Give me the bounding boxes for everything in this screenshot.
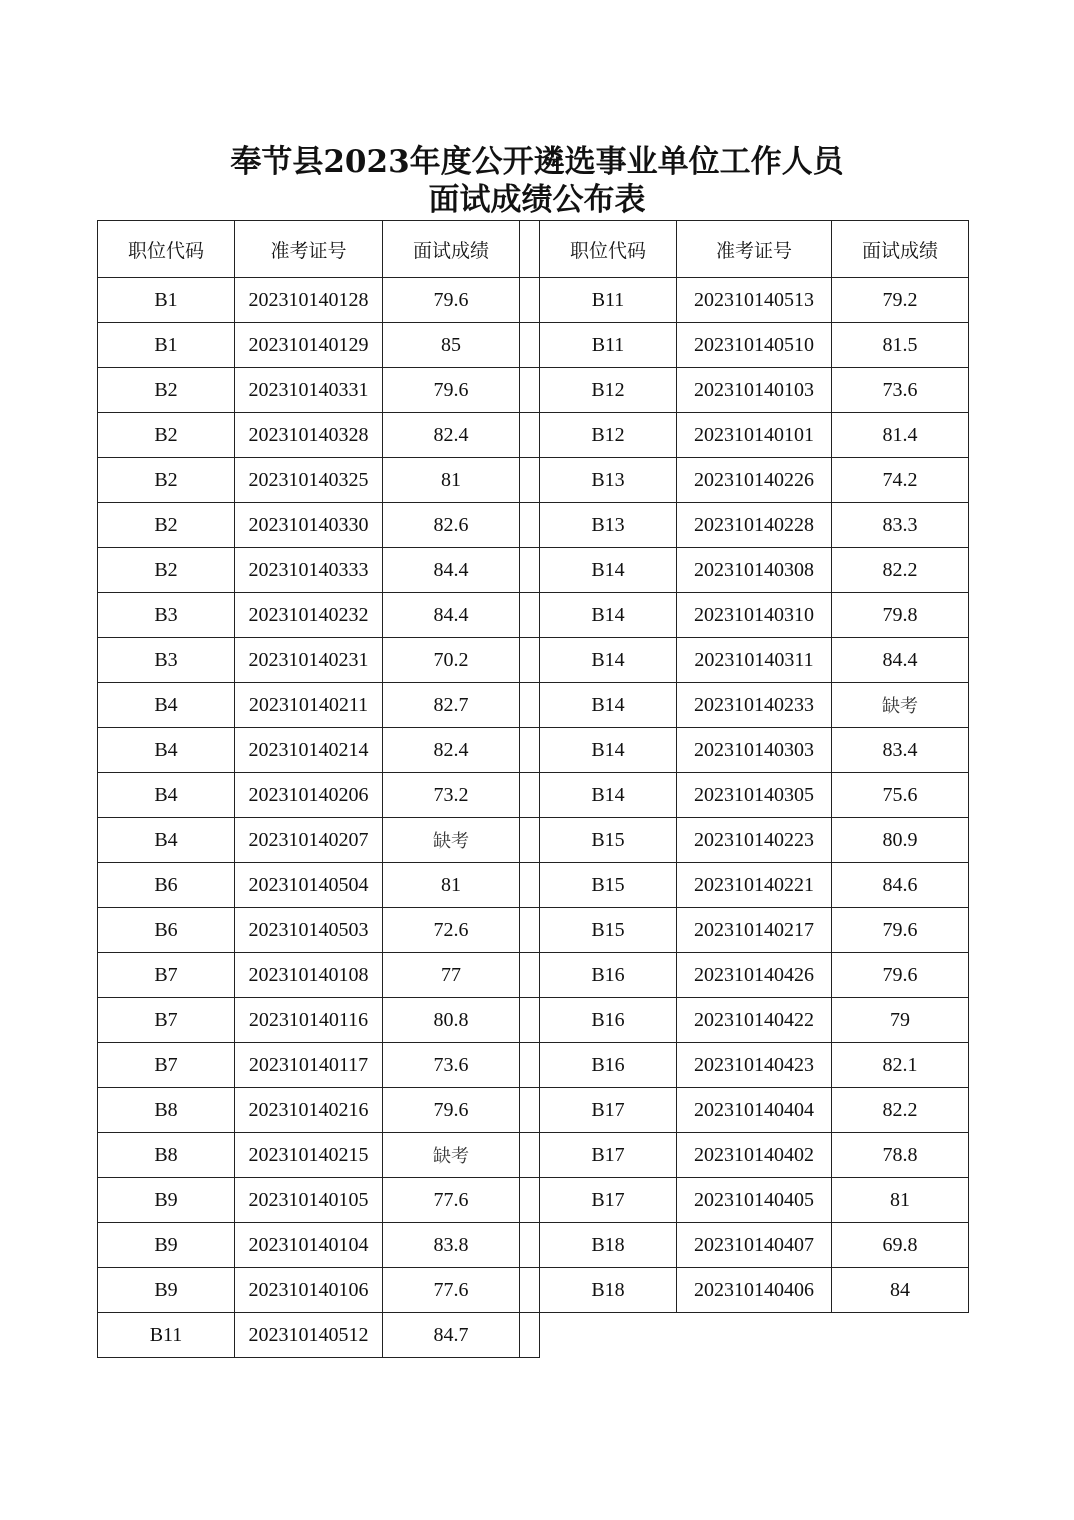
cell-position-code: B6 — [98, 863, 235, 908]
cell-interview-score: 82.1 — [832, 1043, 969, 1088]
cell-exam-number: 202310140423 — [677, 1043, 832, 1088]
cell-exam-number: 202310140206 — [235, 773, 383, 818]
table-gap-cell — [520, 908, 540, 953]
cell-exam-number: 202310140223 — [677, 818, 832, 863]
cell-interview-score: 75.6 — [832, 773, 969, 818]
cell-position-code: B9 — [98, 1178, 235, 1223]
cell-interview-score: 79.6 — [383, 1088, 520, 1133]
cell-exam-number: 202310140116 — [235, 998, 383, 1043]
cell-position-code: B14 — [540, 638, 677, 683]
cell-position-code: B15 — [540, 818, 677, 863]
cell-exam-number: 202310140216 — [235, 1088, 383, 1133]
cell-position-code: B13 — [540, 503, 677, 548]
cell-exam-number: 202310140303 — [677, 728, 832, 773]
table-row — [98, 1133, 540, 1178]
cell-interview-score: 73.6 — [832, 368, 969, 413]
table-gap-cell — [520, 1133, 540, 1178]
table-gap-cell — [520, 1223, 540, 1268]
table-row — [98, 1223, 540, 1268]
cell-interview-score: 80.8 — [383, 998, 520, 1043]
table-row — [540, 413, 969, 458]
cell-interview-score: 80.9 — [832, 818, 969, 863]
table-row — [540, 863, 969, 908]
cell-position-code: B7 — [98, 1043, 235, 1088]
table-row — [540, 1088, 969, 1133]
table-row — [98, 683, 540, 728]
header-position-code: 职位代码 — [98, 221, 235, 278]
cell-position-code: B2 — [98, 458, 235, 503]
cell-exam-number: 202310140215 — [235, 1133, 383, 1178]
cell-exam-number: 202310140108 — [235, 953, 383, 998]
cell-interview-score: 77.6 — [383, 1268, 520, 1313]
table-gap-cell — [520, 458, 540, 503]
cell-exam-number: 202310140226 — [677, 458, 832, 503]
cell-interview-score: 82.4 — [383, 728, 520, 773]
cell-interview-score: 缺考 — [383, 818, 520, 863]
cell-interview-score: 70.2 — [383, 638, 520, 683]
table-gap-cell — [520, 683, 540, 728]
table-row — [98, 773, 540, 818]
cell-exam-number: 202310140504 — [235, 863, 383, 908]
cell-interview-score: 81.4 — [832, 413, 969, 458]
cell-interview-score: 84.4 — [383, 548, 520, 593]
table-row — [540, 638, 969, 683]
cell-position-code: B15 — [540, 863, 677, 908]
cell-position-code: B9 — [98, 1223, 235, 1268]
cell-interview-score: 缺考 — [832, 683, 969, 728]
cell-interview-score: 缺考 — [383, 1133, 520, 1178]
table-gap-cell — [520, 1043, 540, 1088]
cell-interview-score: 83.3 — [832, 503, 969, 548]
table-row — [98, 548, 540, 593]
table-row — [98, 1268, 540, 1313]
cell-exam-number: 202310140426 — [677, 953, 832, 998]
table-row — [98, 863, 540, 908]
table-header-row — [98, 221, 540, 278]
cell-exam-number: 202310140333 — [235, 548, 383, 593]
cell-interview-score: 82.2 — [832, 1088, 969, 1133]
cell-position-code: B1 — [98, 323, 235, 368]
cell-interview-score: 84.4 — [383, 593, 520, 638]
cell-exam-number: 202310140325 — [235, 458, 383, 503]
table-row — [540, 773, 969, 818]
cell-position-code: B2 — [98, 503, 235, 548]
cell-interview-score: 84 — [832, 1268, 969, 1313]
table-gap-cell — [520, 998, 540, 1043]
cell-interview-score: 85 — [383, 323, 520, 368]
cell-exam-number: 202310140404 — [677, 1088, 832, 1133]
table-row — [98, 593, 540, 638]
table-row — [540, 593, 969, 638]
cell-position-code: B14 — [540, 773, 677, 818]
table-row — [98, 818, 540, 863]
cell-exam-number: 202310140228 — [677, 503, 832, 548]
cell-exam-number: 202310140503 — [235, 908, 383, 953]
cell-exam-number: 202310140129 — [235, 323, 383, 368]
cell-interview-score: 79.2 — [832, 278, 969, 323]
cell-interview-score: 82.7 — [383, 683, 520, 728]
cell-exam-number: 202310140331 — [235, 368, 383, 413]
table-row — [98, 458, 540, 503]
table-gap-cell — [520, 863, 540, 908]
cell-interview-score: 84.6 — [832, 863, 969, 908]
cell-position-code: B3 — [98, 638, 235, 683]
cell-exam-number: 202310140233 — [677, 683, 832, 728]
cell-interview-score: 79.6 — [832, 953, 969, 998]
cell-interview-score: 79 — [832, 998, 969, 1043]
cell-interview-score: 83.8 — [383, 1223, 520, 1268]
table-row — [98, 728, 540, 773]
cell-interview-score: 74.2 — [832, 458, 969, 503]
header-interview-score: 面试成绩 — [383, 221, 520, 278]
cell-position-code: B17 — [540, 1088, 677, 1133]
cell-position-code: B4 — [98, 683, 235, 728]
cell-interview-score: 73.6 — [383, 1043, 520, 1088]
cell-position-code: B7 — [98, 998, 235, 1043]
cell-position-code: B8 — [98, 1088, 235, 1133]
cell-interview-score: 81 — [832, 1178, 969, 1223]
cell-position-code: B8 — [98, 1133, 235, 1178]
table-row — [540, 1133, 969, 1178]
cell-position-code: B12 — [540, 413, 677, 458]
table-row — [540, 1178, 969, 1223]
page-subtitle: 面试成绩公布表 — [428, 182, 646, 218]
table-row — [540, 368, 969, 413]
table-row — [98, 953, 540, 998]
score-table-right — [539, 220, 969, 1313]
table-row — [98, 413, 540, 458]
cell-position-code: B4 — [98, 818, 235, 863]
cell-exam-number: 202310140328 — [235, 413, 383, 458]
cell-position-code: B18 — [540, 1268, 677, 1313]
table-row — [98, 1313, 540, 1358]
cell-exam-number: 202310140406 — [677, 1268, 832, 1313]
cell-position-code: B11 — [540, 278, 677, 323]
cell-position-code: B13 — [540, 458, 677, 503]
cell-interview-score: 77 — [383, 953, 520, 998]
table-gap-cell — [520, 503, 540, 548]
cell-position-code: B2 — [98, 413, 235, 458]
table-gap-cell — [520, 593, 540, 638]
cell-exam-number: 202310140106 — [235, 1268, 383, 1313]
cell-position-code: B11 — [98, 1313, 235, 1358]
cell-position-code: B2 — [98, 368, 235, 413]
cell-exam-number: 202310140217 — [677, 908, 832, 953]
table-row — [98, 323, 540, 368]
cell-position-code: B4 — [98, 728, 235, 773]
table-header-row — [540, 221, 969, 278]
cell-position-code: B9 — [98, 1268, 235, 1313]
table-row — [540, 998, 969, 1043]
cell-interview-score: 84.4 — [832, 638, 969, 683]
cell-interview-score: 73.2 — [383, 773, 520, 818]
cell-interview-score: 78.8 — [832, 1133, 969, 1178]
table-row — [98, 503, 540, 548]
cell-interview-score: 79.6 — [832, 908, 969, 953]
cell-position-code: B15 — [540, 908, 677, 953]
table-row — [98, 998, 540, 1043]
table-row — [98, 1043, 540, 1088]
table-gap-cell — [520, 221, 540, 278]
cell-exam-number: 202310140101 — [677, 413, 832, 458]
cell-position-code: B14 — [540, 593, 677, 638]
score-table-left — [97, 220, 540, 1358]
cell-exam-number: 202310140402 — [677, 1133, 832, 1178]
table-gap-cell — [520, 323, 540, 368]
cell-exam-number: 202310140405 — [677, 1178, 832, 1223]
cell-exam-number: 202310140104 — [235, 1223, 383, 1268]
table-row — [540, 1223, 969, 1268]
cell-position-code: B16 — [540, 1043, 677, 1088]
cell-position-code: B3 — [98, 593, 235, 638]
table-gap-cell — [520, 638, 540, 683]
cell-exam-number: 202310140117 — [235, 1043, 383, 1088]
cell-interview-score: 77.6 — [383, 1178, 520, 1223]
table-row — [98, 638, 540, 683]
cell-position-code: B18 — [540, 1223, 677, 1268]
cell-exam-number: 202310140207 — [235, 818, 383, 863]
table-row — [540, 278, 969, 323]
cell-interview-score: 69.8 — [832, 1223, 969, 1268]
table-row — [540, 683, 969, 728]
header-exam-number: 准考证号 — [677, 221, 832, 278]
cell-position-code: B12 — [540, 368, 677, 413]
cell-interview-score: 83.4 — [832, 728, 969, 773]
cell-exam-number: 202310140422 — [677, 998, 832, 1043]
cell-position-code: B6 — [98, 908, 235, 953]
cell-interview-score: 81 — [383, 458, 520, 503]
table-row — [540, 458, 969, 503]
table-row — [540, 323, 969, 368]
table-row — [98, 1178, 540, 1223]
cell-position-code: B16 — [540, 998, 677, 1043]
table-row — [540, 953, 969, 998]
table-row — [98, 908, 540, 953]
table-gap-cell — [520, 773, 540, 818]
cell-exam-number: 202310140103 — [677, 368, 832, 413]
cell-interview-score: 79.6 — [383, 278, 520, 323]
table-row — [540, 818, 969, 863]
cell-position-code: B1 — [98, 278, 235, 323]
cell-exam-number: 202310140407 — [677, 1223, 832, 1268]
header-exam-number: 准考证号 — [235, 221, 383, 278]
cell-interview-score: 82.2 — [832, 548, 969, 593]
cell-exam-number: 202310140232 — [235, 593, 383, 638]
cell-interview-score: 81 — [383, 863, 520, 908]
cell-position-code: B14 — [540, 548, 677, 593]
cell-position-code: B7 — [98, 953, 235, 998]
table-row — [98, 368, 540, 413]
cell-position-code: B17 — [540, 1178, 677, 1223]
table-gap-cell — [520, 413, 540, 458]
table-row — [540, 503, 969, 548]
table-row — [540, 1268, 969, 1313]
cell-exam-number: 202310140310 — [677, 593, 832, 638]
cell-exam-number: 202310140128 — [235, 278, 383, 323]
cell-exam-number: 202310140231 — [235, 638, 383, 683]
cell-interview-score: 72.6 — [383, 908, 520, 953]
table-gap-cell — [520, 278, 540, 323]
header-interview-score: 面试成绩 — [832, 221, 969, 278]
table-row — [540, 728, 969, 773]
table-row — [98, 1088, 540, 1133]
cell-interview-score: 79.6 — [383, 368, 520, 413]
table-gap-cell — [520, 1313, 540, 1358]
cell-exam-number: 202310140305 — [677, 773, 832, 818]
table-gap-cell — [520, 818, 540, 863]
cell-exam-number: 202310140221 — [677, 863, 832, 908]
cell-position-code: B17 — [540, 1133, 677, 1178]
header-position-code: 职位代码 — [540, 221, 677, 278]
cell-interview-score: 79.8 — [832, 593, 969, 638]
cell-exam-number: 202310140311 — [677, 638, 832, 683]
cell-position-code: B2 — [98, 548, 235, 593]
cell-interview-score: 84.7 — [383, 1313, 520, 1358]
table-gap-cell — [520, 548, 540, 593]
cell-position-code: B11 — [540, 323, 677, 368]
cell-exam-number: 202310140211 — [235, 683, 383, 728]
cell-exam-number: 202310140308 — [677, 548, 832, 593]
cell-exam-number: 202310140512 — [235, 1313, 383, 1358]
cell-position-code: B4 — [98, 773, 235, 818]
table-row — [98, 278, 540, 323]
table-row — [540, 548, 969, 593]
cell-exam-number: 202310140214 — [235, 728, 383, 773]
cell-position-code: B14 — [540, 683, 677, 728]
cell-exam-number: 202310140330 — [235, 503, 383, 548]
cell-exam-number: 202310140105 — [235, 1178, 383, 1223]
table-gap-cell — [520, 1268, 540, 1313]
cell-interview-score: 81.5 — [832, 323, 969, 368]
table-gap-cell — [520, 728, 540, 773]
cell-position-code: B14 — [540, 728, 677, 773]
table-gap-cell — [520, 1178, 540, 1223]
table-gap-cell — [520, 1088, 540, 1133]
cell-interview-score: 82.6 — [383, 503, 520, 548]
cell-position-code: B16 — [540, 953, 677, 998]
table-gap-cell — [520, 953, 540, 998]
page-title: 奉节县2023年度公开遴选事业单位工作人员 — [230, 144, 844, 180]
cell-exam-number: 202310140513 — [677, 278, 832, 323]
cell-interview-score: 82.4 — [383, 413, 520, 458]
table-row — [540, 1043, 969, 1088]
table-gap-cell — [520, 368, 540, 413]
table-row — [540, 908, 969, 953]
cell-exam-number: 202310140510 — [677, 323, 832, 368]
